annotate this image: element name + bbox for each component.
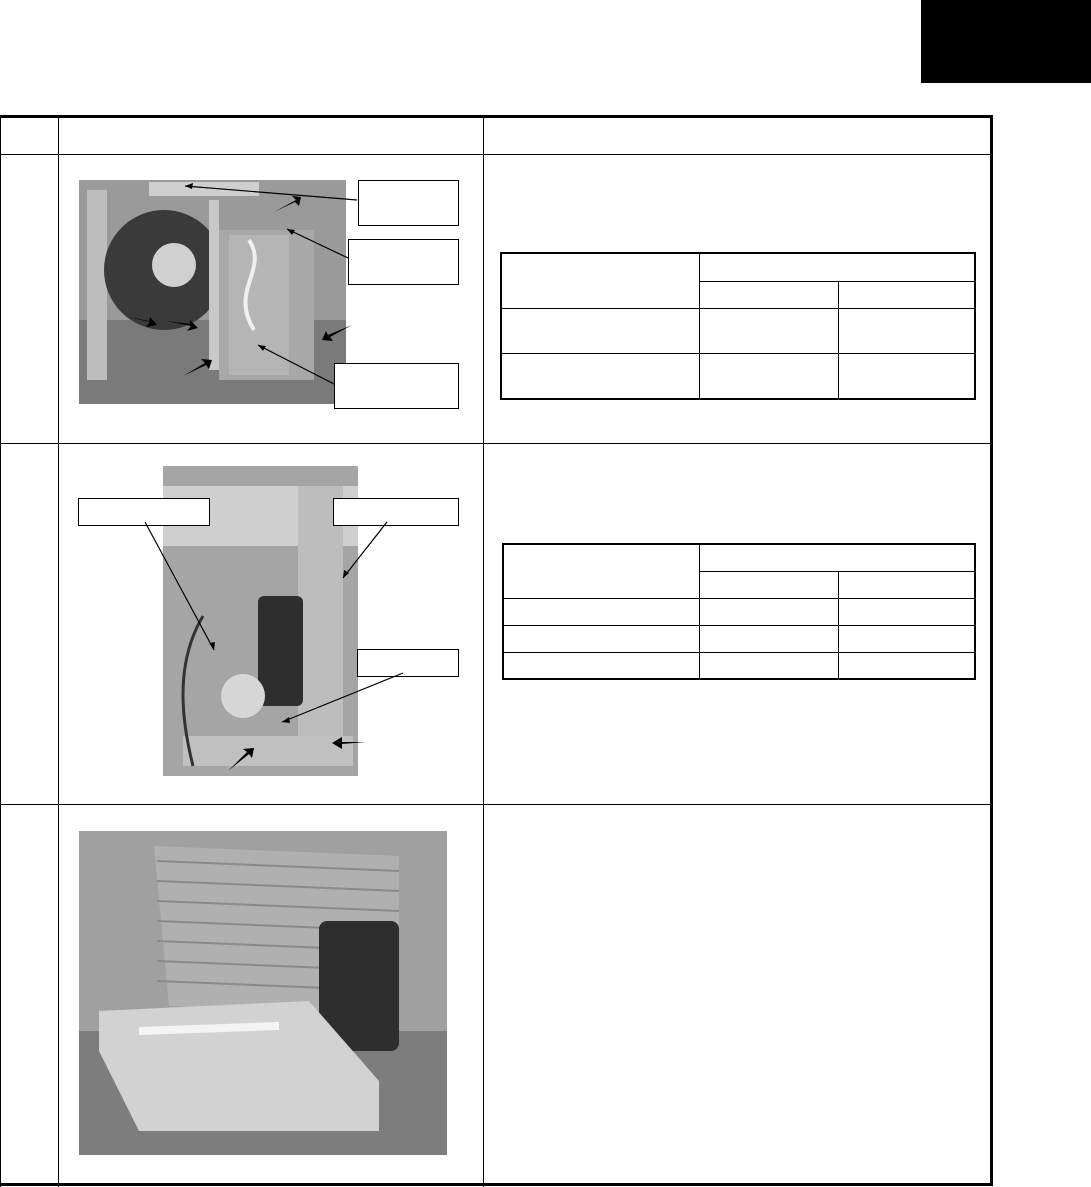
leader-line — [343, 522, 387, 578]
direction-arrow-icon — [322, 325, 352, 341]
direction-arrow-icon — [228, 748, 254, 771]
leader-line — [145, 522, 214, 650]
leader-arrowhead-icon — [287, 229, 295, 235]
leader-arrowhead-icon — [185, 183, 193, 189]
direction-arrow-icon — [332, 737, 366, 749]
leader-arrowhead-icon — [282, 717, 290, 723]
direction-arrow-icon — [124, 316, 157, 327]
leader-line — [185, 186, 357, 200]
leader-line — [282, 673, 403, 722]
direction-arrow-icon — [183, 359, 212, 376]
leader-arrowhead-icon — [258, 345, 266, 351]
leader-line — [287, 229, 348, 258]
direction-arrow-icon — [166, 320, 198, 331]
direction-arrow-icon — [274, 196, 301, 212]
leader-line — [258, 345, 334, 384]
leader-arrowhead-icon — [209, 642, 215, 650]
